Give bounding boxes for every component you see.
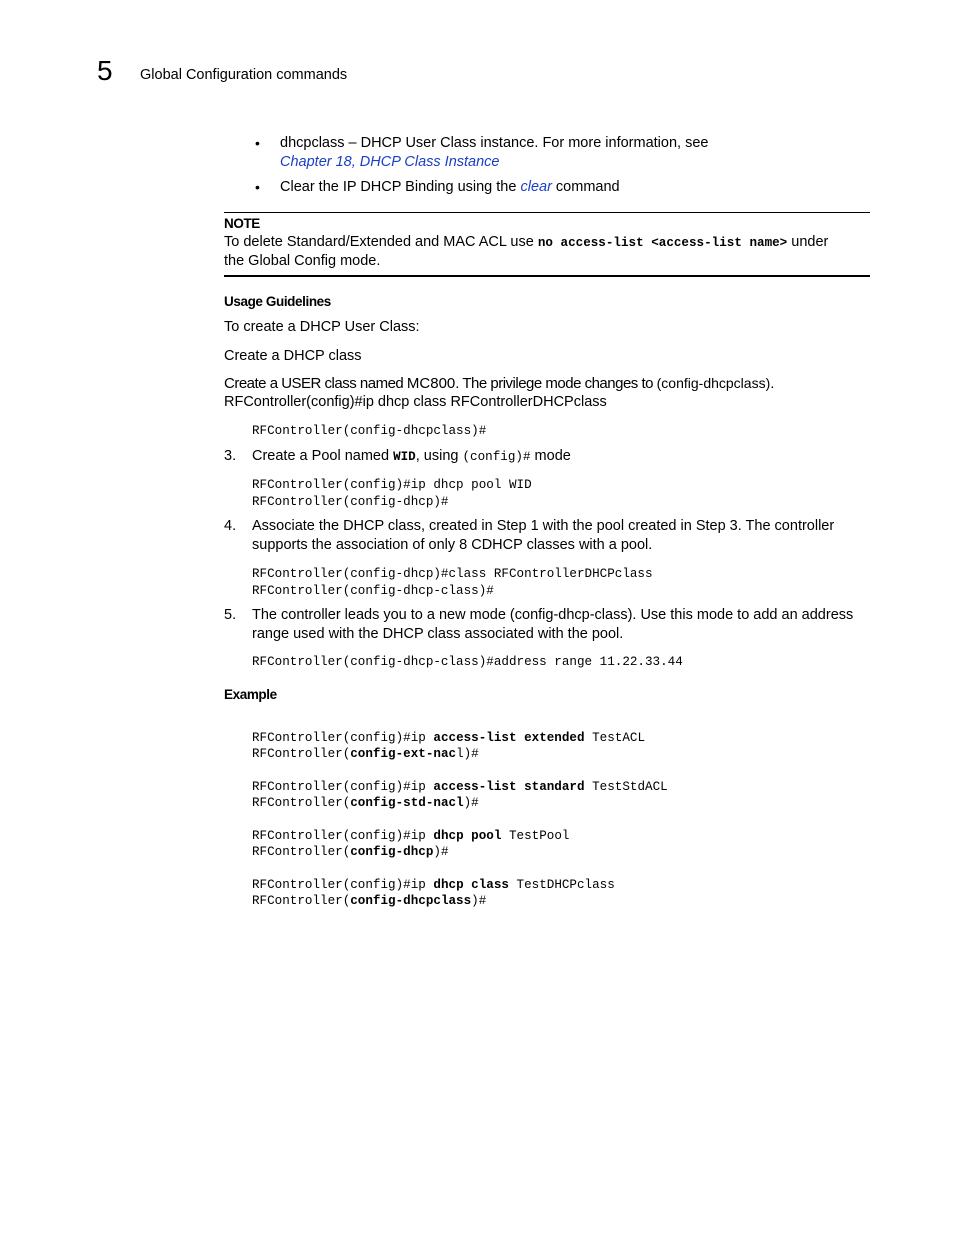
example-4-line2: RFController(config-dhcpclass)# [252,894,487,908]
note-text-line1 [224,233,828,252]
clear-command-link[interactable]: clear [520,179,552,195]
usage-p3-pre: Create a USER class named [224,375,407,392]
usage-p3-mode: (config-dhcpclass) [656,375,771,391]
step-3-mid: , using [415,448,463,464]
step-3-pre: Create a Pool named [252,448,394,464]
step-3-text [252,447,571,466]
code-block-1: RFController(config-dhcpclass)# [252,424,487,438]
bullet-marker: • [255,135,260,151]
note-label: NOTE [224,216,260,231]
bullet-dhcpclass-text: dhcpclass – DHCP User Class instance. For more information, see [280,135,709,151]
usage-p4: RFController(config)#ip dhcp class RFControllerDHCPclass [224,394,607,410]
code-block-3: RFController(config-dhcp)#class RFControllerDHCPclass RFController(config-dhcp-class)# [252,567,653,598]
bullet-clear-pre: Clear the IP DHCP Binding using the [280,179,521,195]
example-block-4 [252,860,615,926]
usage-p3-end: . [770,375,774,392]
step-4-line2: supports the association of only 8 CDHCP classes with a pool. [252,537,653,553]
note-text-line2: the Global Config mode. [224,253,381,269]
step-4-number: 4. [224,518,237,534]
step-3-post: mode [530,448,571,464]
usage-p3 [224,374,774,393]
code-block-2: RFController(config)#ip dhcp pool WID RFController(config-dhcp)# [252,478,532,509]
usage-p2: Create a DHCP class [224,348,362,364]
step-3-code: (config)# [462,450,531,464]
example-1-line2: RFController(config-ext-nacl)# [252,747,479,761]
chapter-title: Global Configuration commands [140,67,348,83]
chapter-18-link[interactable]: Chapter 18, DHCP Class Instance [280,154,500,170]
step-5-line2: range used with the DHCP class associated with the pool. [252,626,624,642]
step-3-name: WID [393,450,416,464]
usage-p3-mid: . The privilege mode changes to [455,375,657,392]
note-text-post: under [787,234,829,250]
step-5-line1: The controller leads you to a new mode (config-dhcp-class). Use this mode to add an address [252,607,854,623]
note-text-pre: To delete Standard/Extended and MAC ACL use [224,234,538,250]
example-1-line1: RFController(config)#ip access-list extended TestACL [252,730,646,745]
note-code: no access-list <access-list name> [537,236,788,250]
example-2-line2: RFController(config-std-nacl)# [252,796,479,810]
example-2-line1: RFController(config)#ip access-list standard TestStdACL [252,779,668,794]
note-top-rule [224,212,870,213]
step-3-number: 3. [224,448,237,464]
usage-guidelines-heading: Usage Guidelines [224,294,331,309]
usage-p1: To create a DHCP User Class: [224,319,420,335]
example-heading: Example [224,687,277,702]
step-4-line1: Associate the DHCP class, created in Step 1 with the pool created in Step 3. The controller [252,518,835,534]
note-bottom-rule [224,275,870,277]
bullet-marker: • [255,179,260,195]
bullet-clear-text [280,178,620,197]
bullet-clear-post: command [551,179,620,195]
example-3-line2: RFController(config-dhcp)# [252,845,449,859]
example-3-line1: RFController(config)#ip dhcp pool TestPool [252,828,570,843]
chapter-number: 5 [97,55,113,86]
usage-p3-name: MC800 [406,375,456,392]
example-4-line1: RFController(config)#ip dhcp class TestDHCPclass [252,877,615,892]
step-5-number: 5. [224,607,237,623]
code-block-4: RFController(config-dhcp-class)#address range 11.22.33.44 [252,655,683,669]
